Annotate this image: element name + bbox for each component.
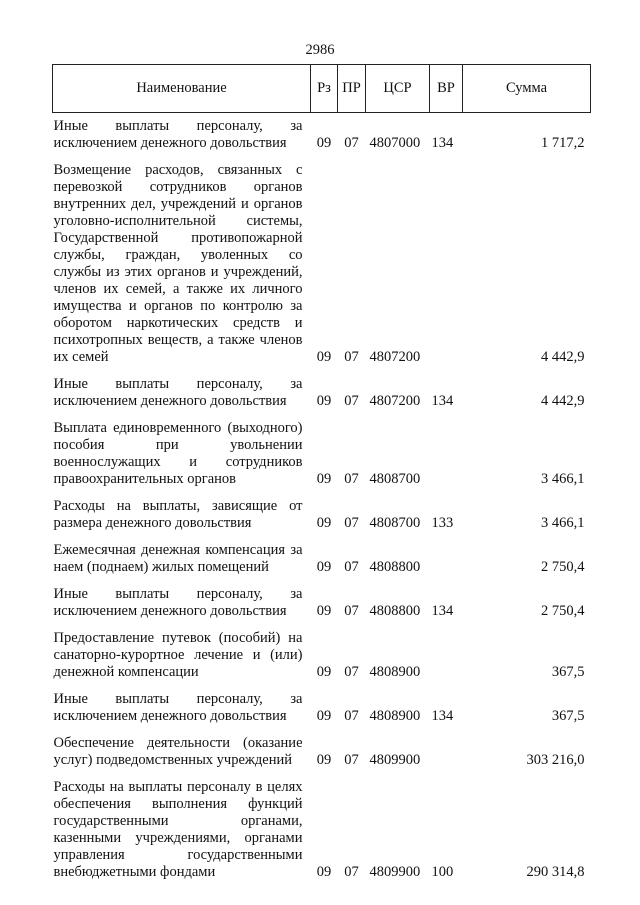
table-row: [53, 774, 591, 886]
table-row: [53, 625, 591, 686]
row-sum: 367,5: [551, 708, 585, 724]
row-name: Предоставление путевок (пособий) на санаторно-курортное лечение и (или) денежной компенсации: [53, 630, 303, 680]
row-rz: 09: [316, 515, 332, 531]
table-row: [53, 493, 591, 537]
row-rz: 09: [316, 471, 332, 487]
row-vr: 134: [431, 135, 454, 151]
table-row: [53, 157, 591, 371]
row-rz: 09: [316, 135, 332, 151]
row-rz: 09: [316, 752, 332, 768]
row-vr: 133: [431, 515, 454, 531]
row-name: Ежемесячная денежная компенсация за наем (поднаем) жилых помещений: [53, 542, 303, 575]
row-pr: 07: [344, 752, 359, 768]
row-pr: 07: [344, 559, 359, 575]
row-name: Расходы на выплаты персоналу в целях обеспечения выполнения функций государственными органами, казенными учреждениями, органами управления государственными внебюджетными фондами: [53, 779, 303, 880]
table-body: [53, 113, 591, 887]
row-csr: 4808700: [369, 471, 421, 487]
row-sum: 4 442,9: [541, 349, 585, 365]
row-name: Иные выплаты персоналу, за исключением денежного довольствия: [53, 376, 303, 409]
row-sum: 2 750,4: [541, 559, 585, 575]
row-name: Иные выплаты персоналу, за исключением денежного довольствия: [53, 586, 303, 619]
row-pr: 07: [344, 471, 359, 487]
table-row: [53, 581, 591, 625]
row-sum: 4 442,9: [541, 393, 585, 409]
row-sum: 3 466,1: [541, 471, 585, 487]
row-name: Иные выплаты персоналу, за исключением денежного довольствия: [53, 118, 303, 151]
row-csr: 4807200: [369, 393, 421, 409]
header-pr: ПР: [338, 65, 366, 113]
row-pr: 07: [344, 393, 359, 409]
header-vr: ВР: [430, 65, 463, 113]
row-name: Обеспечение деятельности (оказание услуг) подведомственных учреждений: [53, 735, 303, 768]
header-rz: Рз: [311, 65, 338, 113]
row-csr: 4808800: [369, 603, 421, 619]
page-number: 2986: [305, 42, 335, 58]
budget-table: [52, 64, 591, 886]
table-row: [53, 113, 591, 158]
table-header: [53, 65, 591, 113]
row-csr: 4807000: [369, 135, 421, 151]
row-csr: 4808800: [369, 559, 421, 575]
row-csr: 4808900: [369, 708, 421, 724]
row-csr: 4807200: [369, 349, 421, 365]
row-vr: [430, 730, 463, 774]
row-vr: [430, 625, 463, 686]
header-sum: Сумма: [463, 65, 591, 113]
row-sum: 290 314,8: [526, 864, 585, 880]
row-vr: [430, 537, 463, 581]
row-vr: 134: [431, 708, 454, 724]
row-csr: 4809900: [369, 864, 421, 880]
row-name: Выплата единовременного (выходного) пособия при увольнении военнослужащих и сотрудников правоохранительных органов: [53, 420, 303, 487]
row-csr: 4808900: [369, 664, 421, 680]
row-pr: 07: [344, 349, 359, 365]
row-name: Возмещение расходов, связанных с перевозкой сотрудников органов внутренних дел, учреждений и органов уголовно-исполнительной системы, Государственной противопожарной службы, граждан, уволенных со службы из этих органов и учреждений, членов их семей, а также их личного имущества и органов по контролю за оборотом наркотических средств и психотропных веществ, а также членов их семей: [53, 162, 303, 365]
table-row: [53, 537, 591, 581]
row-pr: 07: [344, 603, 359, 619]
row-csr: 4809900: [369, 752, 421, 768]
row-vr: 134: [431, 603, 454, 619]
table-row: [53, 730, 591, 774]
row-rz: 09: [316, 708, 332, 724]
row-rz: 09: [316, 864, 332, 880]
row-pr: 07: [344, 664, 359, 680]
row-pr: 07: [344, 708, 359, 724]
row-sum: 3 466,1: [541, 515, 585, 531]
table-row: [53, 415, 591, 493]
row-vr: [430, 157, 463, 371]
row-sum: 2 750,4: [541, 603, 585, 619]
row-pr: 07: [344, 515, 359, 531]
row-csr: 4808700: [369, 515, 421, 531]
row-rz: 09: [316, 664, 332, 680]
row-vr: [430, 415, 463, 493]
header-name: Наименование: [53, 65, 311, 113]
header-row: [53, 65, 591, 113]
row-rz: 09: [316, 349, 332, 365]
row-sum: 1 717,2: [541, 135, 585, 151]
row-rz: 09: [316, 603, 332, 619]
row-name: Расходы на выплаты, зависящие от размера денежного довольствия: [53, 498, 303, 531]
header-csr: ЦСР: [366, 65, 430, 113]
table-row: [53, 686, 591, 730]
row-rz: 09: [316, 559, 332, 575]
row-rz: 09: [316, 393, 332, 409]
row-sum: 303 216,0: [526, 752, 585, 768]
table-row: [53, 371, 591, 415]
row-vr: 100: [431, 864, 454, 880]
row-pr: 07: [344, 864, 359, 880]
row-pr: 07: [344, 135, 359, 151]
row-sum: 367,5: [551, 664, 585, 680]
row-vr: 134: [431, 393, 454, 409]
row-name: Иные выплаты персоналу, за исключением денежного довольствия: [53, 691, 303, 724]
